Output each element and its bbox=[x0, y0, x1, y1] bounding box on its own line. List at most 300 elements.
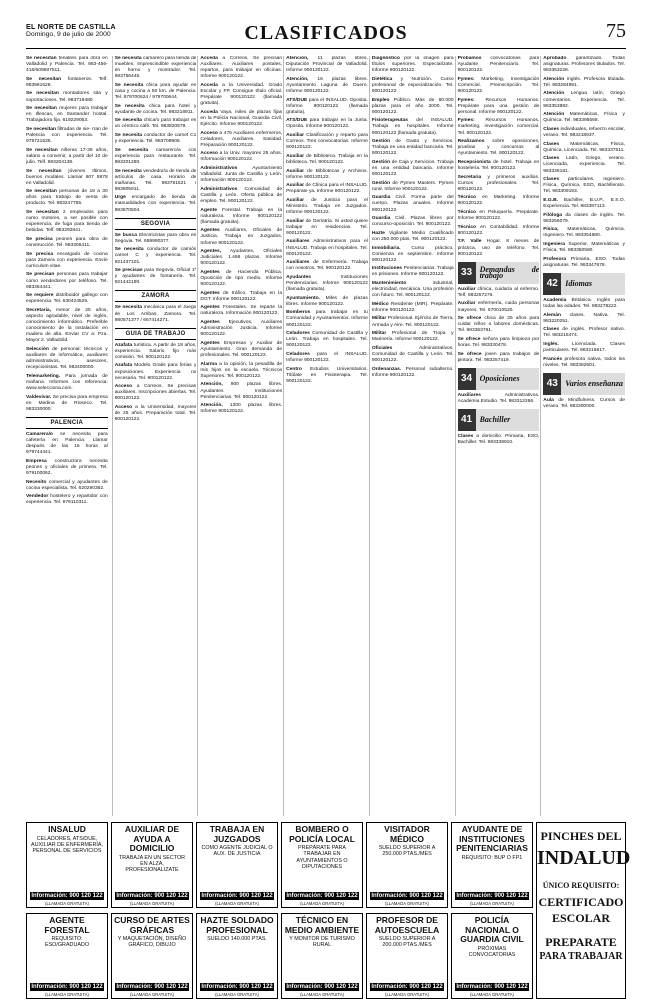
ad-text: para trabajar en la Junta. Oposita. Informe 900120122. bbox=[286, 118, 368, 130]
classified-ad bbox=[200, 291, 282, 303]
ad-lead: Auxiliar bbox=[286, 168, 305, 174]
ad-lead: Celadores bbox=[286, 331, 310, 337]
classified-ad bbox=[200, 270, 282, 288]
ad-lead: Clases bbox=[457, 433, 474, 439]
classified-ad bbox=[458, 175, 540, 193]
classified-ad bbox=[26, 272, 108, 290]
ad-lead: Clases bbox=[543, 177, 560, 183]
ad-lead: Aula bbox=[543, 397, 554, 403]
classified-ad bbox=[286, 169, 368, 181]
classified-ad bbox=[543, 56, 625, 74]
display-ad bbox=[366, 913, 448, 999]
ad-lead: ATS/DUE bbox=[286, 118, 308, 124]
classified-ad bbox=[286, 77, 368, 95]
classified-ad bbox=[115, 83, 197, 101]
display-ad bbox=[196, 913, 278, 999]
ad-text: chica para ayudar en casa y cocina a 50 km. de Palencia. Tel. 979700624 / 979700644. bbox=[114, 82, 197, 101]
ad-lead: Camarera/o bbox=[26, 431, 53, 437]
classified-ad bbox=[543, 112, 625, 124]
classified-ad bbox=[200, 56, 282, 80]
classified-ad bbox=[543, 198, 625, 210]
category-block bbox=[458, 409, 540, 431]
classified-ad bbox=[286, 56, 368, 74]
ad-lead: Francés bbox=[543, 356, 563, 362]
classified-ad bbox=[458, 393, 540, 405]
ad-lead: Atención bbox=[543, 76, 565, 82]
classified-ad bbox=[286, 133, 368, 151]
category-number: 33 bbox=[458, 262, 476, 284]
classified-ad bbox=[26, 77, 108, 89]
ad-headline: CURSO DE ARTES GRÁFICAS bbox=[114, 915, 190, 935]
ad-subline: REQUISITO: BUP O FP1 bbox=[461, 854, 523, 861]
ad-text: Forestales. Se reparte la naturaleza. Información 900120122. bbox=[200, 305, 283, 317]
ad-text: de Biblioteca. Trabaja en la biblioteca. Tel. 900120122. bbox=[286, 153, 368, 165]
ad-text: Electricistas para obra en Segovia. Tel. 659990377. bbox=[114, 232, 197, 244]
ad-phone-note: (LLAMADA GRATUITA) bbox=[130, 901, 174, 906]
ad-lead: Se necesita bbox=[114, 82, 144, 88]
classified-ad bbox=[26, 148, 108, 166]
ad-phone: Información: 900 120 122 bbox=[31, 984, 103, 990]
display-ad bbox=[451, 822, 533, 908]
ad-lead: Acceso bbox=[200, 151, 218, 157]
classified-column bbox=[369, 56, 454, 816]
ad-text: chica/o para trabajar en un céntrico café. Tel. 983820579. bbox=[114, 118, 197, 130]
display-ad bbox=[366, 822, 448, 908]
classified-ad bbox=[372, 367, 454, 379]
ad-text: de Gasto y Servicios. Trabaja en una entidad bancaria. Tel. 900120122. bbox=[371, 139, 454, 157]
ad-headline: AGENTE FORESTAL bbox=[44, 915, 90, 935]
classified-ad bbox=[200, 166, 282, 184]
classified-ad bbox=[543, 342, 625, 354]
ad-text: de personal: técnicos y auxiliares de informática, auxiliares administrativos, asesores, recepcionistas. Tel. 983400000. bbox=[26, 346, 108, 371]
ad-text: jóvenes Iltimos, buenos modales. Llamar 607 5878 en Valladolid. bbox=[26, 168, 108, 186]
classified-ad bbox=[543, 398, 625, 410]
ad-lead: Centro bbox=[286, 366, 302, 372]
ad-text: y Nutrición. Curso profesional de especialización. Tel. 900120122. bbox=[371, 76, 454, 94]
ad-text: Penitenciarias. Trabaja en prisiones. Informe 900120122. bbox=[371, 266, 454, 278]
classified-ad bbox=[458, 434, 540, 446]
classified-ad bbox=[286, 118, 368, 130]
ad-phone-note: (LLAMADA GRATUITA) bbox=[300, 901, 344, 906]
ad-lead: Gestión bbox=[371, 139, 391, 145]
ad-lead: Fymes: bbox=[457, 97, 475, 103]
indalud-ad bbox=[536, 822, 631, 999]
ad-lead: Profesora bbox=[543, 256, 567, 262]
classified-ad bbox=[372, 118, 454, 136]
ad-text: Auxiliares, Oficiales de Justicia. Trabaja en Juzgados. Informe 900120122. bbox=[200, 228, 283, 246]
issue-date: Domingo, 9 de julio de 2000 bbox=[26, 31, 111, 38]
classified-ad bbox=[200, 341, 282, 359]
ad-text: de Clínica para el INSALUD. Prepárate ya. Informe 900120122. bbox=[286, 183, 368, 195]
ad-headline: BOMBERO O POLICÍA LOCAL bbox=[289, 824, 355, 844]
ad-text: Público. Más de 60.000 plazas para el año 2000. Tel. 900120122. bbox=[371, 97, 454, 115]
ad-text: Personal subalterno. Informe 900120122. bbox=[371, 366, 454, 378]
ad-text: niñeras 17-35 años, salario a convenir, a partir del 10 de julio. Telf. 983204139. bbox=[26, 147, 108, 165]
classified-ad bbox=[458, 287, 540, 299]
classified-ad bbox=[26, 127, 108, 145]
ad-text: a la Univ. mayores 25 años. Información 900120122. bbox=[200, 151, 283, 163]
classified-ad bbox=[458, 139, 540, 157]
ad-lead: Se necesita bbox=[114, 118, 143, 124]
ad-text: Profesional. Ejército de Tierra, Armada y Aire. Tel. 900120122. bbox=[371, 316, 454, 328]
ad-text: a Correos. Se precisan auxiliares. Inscripciones abiertas. Tel. 900120122. bbox=[114, 384, 197, 402]
ad-lead: Mantenimiento bbox=[371, 281, 407, 286]
ad-lead: Administrativos bbox=[200, 166, 238, 171]
classified-ad bbox=[372, 331, 454, 343]
ad-text: de Justicia para el Ministerio. Trabaja en Juzgados. Informe 900120122. bbox=[286, 197, 368, 216]
classified-ad bbox=[115, 104, 197, 116]
ad-text: de inglés. Profesor nativo. Tel. 983215474. bbox=[543, 327, 625, 339]
ad-lead: Se necesitan bbox=[26, 168, 62, 174]
ad-lead: Acceda bbox=[200, 56, 218, 61]
ad-text: Administrativos para el INSALUD. Trabaja en hospitales. Tel. 900120122. bbox=[286, 239, 368, 257]
ad-lead: Academia bbox=[543, 297, 567, 303]
ad-subline: SUELDO SUPERIOR A 200.000 PTAS./MES bbox=[378, 936, 436, 949]
ad-text: Vigilante Medio Cualificado con 250.000 ptas. Tel. 900120122. bbox=[371, 230, 454, 242]
ad-lead: Se necesita bbox=[114, 133, 143, 139]
ad-lead: Se necesita bbox=[114, 147, 149, 153]
classified-ad bbox=[543, 213, 625, 225]
ad-text: fontaneros. Telf. 983981628. bbox=[26, 76, 108, 88]
ad-lead: Auxiliares bbox=[286, 260, 310, 266]
classified-column bbox=[26, 56, 108, 816]
ad-phone-note: (LLAMADA GRATUITA) bbox=[470, 992, 514, 997]
classified-ad bbox=[372, 216, 454, 228]
category-number: 43 bbox=[543, 373, 561, 395]
ad-text: Para jornada de mañana. Informes con referencia: www.selecciona.com. bbox=[26, 373, 108, 391]
ad-lead: Atención, bbox=[200, 403, 223, 409]
display-ad bbox=[451, 913, 533, 999]
classified-ad bbox=[286, 275, 368, 293]
ad-phone: Información: 900 120 122 bbox=[286, 893, 358, 899]
classified-ad bbox=[543, 298, 625, 310]
classified-ad bbox=[200, 208, 282, 226]
classified-ad bbox=[26, 480, 108, 492]
classified-ad bbox=[458, 239, 540, 257]
ad-text: de Caja y Servicios. Trabaja en una entidad bancaria. Informe 900120122. bbox=[371, 159, 454, 178]
ad-text: turística. A partir de 18 años, experiencia. Salario fijo más comisión. Tel. 900120122. bbox=[114, 342, 197, 360]
ad-text: Comunidad de Castilla y León. Oferta pública de empleo. Tel. 900120122. bbox=[200, 186, 283, 204]
classified-ad bbox=[286, 98, 368, 116]
ad-lead: Auxiliar bbox=[457, 286, 476, 292]
ad-lead: Probamos bbox=[457, 56, 482, 61]
ad-phone: Información: 900 120 122 bbox=[371, 984, 443, 990]
ad-text: Curso práctico. Comienza en septiembre. Informe 900120122. bbox=[371, 245, 454, 263]
ad-headline: VISITADOR MÉDICO bbox=[384, 824, 430, 844]
classified-ad bbox=[372, 316, 454, 328]
classified-ad bbox=[200, 403, 282, 415]
classified-ad bbox=[372, 139, 454, 157]
display-ad bbox=[26, 913, 108, 999]
classified-ad bbox=[115, 305, 197, 323]
classified-ad bbox=[26, 293, 108, 305]
ad-lead: Agentes bbox=[200, 228, 220, 234]
ad-lead: Azafata bbox=[114, 363, 133, 369]
ad-text: inglés. Profesora titulada. Tel. 983284991. bbox=[543, 76, 625, 88]
ad-text: Ayuntamiento Valladolid. Junta de Castilla y León. Información 900120122. bbox=[200, 166, 283, 184]
ad-lead: Se necesitan bbox=[26, 76, 62, 82]
classified-ad bbox=[115, 384, 197, 402]
ad-lead: Se necesita bbox=[114, 168, 142, 174]
ad-text: a la Universidad. Grado Escolar y FP. Consigue título oficial. Prepárate 900120122 (llamada gratuita). bbox=[200, 82, 283, 107]
category-label: Varios enseñanza bbox=[561, 373, 625, 395]
ad-lead: Empresa bbox=[26, 458, 47, 464]
ad-text: camarero/a con experiencia para restaurante. Tel. 983201280. bbox=[114, 147, 197, 165]
ad-lead: Auxiliar bbox=[286, 197, 305, 203]
classified-ad bbox=[543, 242, 625, 254]
ad-text: personas para trabajar como vendedores por teléfono. Tel. 983364441. bbox=[26, 272, 108, 290]
ad-text: Hogar. 8 meses de práctica, uso de teléfono. Tel. 900120122. bbox=[457, 239, 540, 257]
section-heading: PALENCIA bbox=[26, 417, 108, 429]
ad-text: Bachiller, B.U.P., E.S.O. Experiencia. Tel. 983387113. bbox=[543, 197, 625, 209]
ad-lead: Secretaria bbox=[457, 174, 482, 180]
classified-ad bbox=[200, 187, 282, 205]
ad-text: Licenciada. Clases particulares. Tel. 983216617. bbox=[543, 341, 625, 353]
classified-ad bbox=[26, 374, 108, 392]
ad-text: convocatorias para Ayudante Penitenciario. Tel. 900120122. bbox=[457, 56, 540, 74]
ad-lead: Agentes bbox=[200, 320, 220, 326]
ad-text: mecánica para el Juego de Los Arribas, Zamora. Tel. 980571377 / 667414271. bbox=[114, 305, 197, 323]
classified-ad bbox=[543, 142, 625, 154]
ad-text: Civil. Plazas libres por concurso-oposición. Tel. 900120122. bbox=[371, 216, 454, 228]
ad-text: chica de 25 años para cuidar niños o labores domésticas. Tel. 983363761. bbox=[457, 316, 540, 334]
ad-phone-note: (LLAMADA GRATUITA) bbox=[300, 992, 344, 997]
ad-text: encargado de tienda de manualidades con experiencia. Tel. 983870504. bbox=[114, 195, 197, 213]
ad-lead: Gestión bbox=[371, 180, 391, 186]
classified-ad bbox=[26, 169, 108, 187]
ad-lead: Ingeniera bbox=[543, 241, 566, 247]
ad-text: 2 empleados para curso motores, a ser posible con experiencia, de fuga para tienda de bebidas. Telf. 983292841. bbox=[26, 210, 108, 234]
ad-lead: Se precisan bbox=[26, 272, 55, 278]
classified-column bbox=[112, 56, 197, 816]
classified-ad bbox=[458, 77, 540, 95]
classified-ad bbox=[115, 133, 197, 145]
category-number: 41 bbox=[458, 409, 476, 431]
display-ad bbox=[111, 913, 193, 999]
ad-text: camarero para tienda de muebles. Imprescindible experiencia en horno y mostrador. Tel. 983756445. bbox=[114, 56, 197, 80]
ad-text: Latín, Griego, verano. Licenciada, experiencia. Tel. 983336181. bbox=[543, 156, 625, 174]
classified-ad bbox=[200, 131, 282, 149]
classified-ad bbox=[458, 316, 540, 334]
ad-text: 900 plazas libres. Ayudantes Instituciones Penitenciarias. Tel. 900120122. bbox=[200, 382, 283, 400]
classified-column bbox=[540, 56, 625, 816]
ad-lead: Ayudantes bbox=[286, 274, 311, 280]
display-ad bbox=[26, 822, 108, 908]
ad-text: constructora necesita peones y oficiales de primera. Tel. 979100062. bbox=[26, 458, 108, 476]
classified-ad bbox=[26, 210, 108, 234]
ad-phone-note: (LLAMADA GRATUITA) bbox=[215, 992, 259, 997]
ad-lead: Militar bbox=[371, 331, 387, 337]
ad-lead: Técnico bbox=[457, 210, 477, 216]
classified-ad bbox=[200, 382, 282, 400]
ad-text: para Segovia, Oficial 1ª y ayudantes de fontanería. Tel. 921442190. bbox=[114, 268, 197, 286]
ad-lead: Guardia bbox=[371, 195, 391, 201]
classified-ad bbox=[286, 198, 368, 216]
classified-ad bbox=[286, 310, 368, 328]
advertisement-grid bbox=[26, 822, 631, 1000]
category-block bbox=[458, 262, 540, 284]
classified-ad bbox=[372, 98, 454, 116]
ad-text: Empresas y Auxiliar de Ayuntamiento. Gran demanda de profesionales. Tel. 900120122. bbox=[200, 340, 283, 359]
ad-lead: Oficiales bbox=[371, 345, 393, 351]
classified-ad bbox=[458, 98, 540, 116]
ad-text: conductor de carnet C1 y experiencia. Tel. 983709906. bbox=[114, 133, 197, 145]
classified-ad bbox=[458, 225, 540, 237]
ad-text: enfermería, cuida personas mayores. Tel. 670010520. bbox=[457, 301, 540, 313]
ad-text: Estudios Universitarios. Titúlate en Fisioterapia. Tel. 900120122. bbox=[286, 366, 368, 384]
ad-lead: Inglés. bbox=[543, 341, 559, 347]
classified-ad bbox=[115, 195, 197, 213]
classified-column bbox=[197, 56, 282, 816]
ad-lead: Ordenanzas. bbox=[371, 366, 402, 372]
classified-ad bbox=[200, 362, 282, 380]
ad-text: garantizado. Todas asignaturas. Profesores titulados. Tel. 983353228. bbox=[543, 56, 625, 74]
ad-lead: Se precisa bbox=[26, 251, 54, 257]
ad-lead: Valdevivar. bbox=[26, 394, 52, 400]
ad-text: Clasificación y reparto para Correos. Tres convocatorias. Informe 900120122. bbox=[286, 133, 368, 151]
classified-ad bbox=[543, 257, 625, 269]
ad-text: clases. Nativa. Tel. 983220251. bbox=[543, 312, 625, 324]
classified-ad bbox=[372, 266, 454, 278]
classified-ad bbox=[26, 308, 108, 345]
ad-lead: Se necesita bbox=[114, 103, 145, 109]
ad-lead: Vendedor bbox=[26, 494, 49, 500]
classified-ad bbox=[26, 56, 108, 74]
ad-text: de tráfico. Trabaja en la DGT. Informe 900120122. bbox=[200, 290, 283, 302]
ad-lead: Se necesitan bbox=[26, 56, 57, 61]
classified-column bbox=[283, 56, 368, 816]
ad-text: de Geriatría. Si usted quiere trabajar en residencias. Tel. 900120122. bbox=[286, 218, 368, 236]
ad-lead: Guardia bbox=[371, 216, 391, 222]
ad-lead: Se ofrece bbox=[457, 336, 481, 342]
ad-text: Matemáticas, Física, Química. Licenciada. Tel. 983337611. bbox=[543, 141, 625, 153]
classified-ad bbox=[200, 228, 282, 246]
ad-phone: Información: 900 120 122 bbox=[116, 893, 188, 899]
ad-text: a la opinión, la pesadilla de mis hijos en la escuela. Técnicos Superiores. Tel. 900120122. bbox=[200, 361, 283, 379]
ad-text: individuales, refuerzo escolar, verano. Tel. 983218937. bbox=[543, 126, 625, 139]
ad-text: filtradas de sie- rran de Palencia con experiencia. Tel. 979721535. bbox=[26, 126, 108, 145]
ad-text: Forestal. Trabaja en la naturaleza. Informe 900120122 (llamada gratuita). bbox=[200, 207, 283, 225]
ad-subline: PRÓXIMAS CONVOCATORIAS bbox=[468, 945, 516, 958]
ad-text: señora para limpieza por horas. Tel. 983330478. bbox=[457, 336, 540, 348]
classified-ad bbox=[26, 91, 108, 103]
ad-lead: Alemán bbox=[543, 312, 561, 318]
classified-ad bbox=[26, 106, 108, 124]
ad-lead: Filóloga bbox=[543, 212, 563, 218]
ad-lead: Urge bbox=[114, 195, 126, 201]
ad-phone: Información: 900 120 122 bbox=[116, 984, 188, 990]
ad-lead: Telemarketing. bbox=[26, 373, 61, 379]
classified-ad bbox=[115, 56, 197, 80]
ad-text: Ejecutivos, Auxiliares Administración Justicia. Informe 900120122. bbox=[200, 320, 283, 338]
classified-ad bbox=[372, 195, 454, 213]
classified-ad bbox=[458, 118, 540, 136]
display-ad bbox=[281, 913, 363, 999]
classified-ad bbox=[115, 268, 197, 286]
ad-text: hostelero y repartidor con experiencia. Tel. 979110311. bbox=[26, 494, 108, 506]
ad-text: a domicilio. Primaria, ESO, Bachiller. Tel. 983339910. bbox=[457, 433, 540, 446]
classified-ad bbox=[543, 77, 625, 89]
ad-text: de hotel. Trabaja en hostelería. Tel. 900120122. bbox=[457, 159, 540, 171]
ad-text: Modelo Gratis para ferias y exposiciones. Experiencia no necesaria. Tel. 900120122. bbox=[114, 363, 197, 381]
ad-text: profesora nativa, todos los niveles. Tel. 983382601. bbox=[543, 356, 625, 368]
ad-subline: SUELDO SUPERIOR A 250.000 PTAS./MES bbox=[378, 845, 436, 858]
ad-text: en Peluquería. Prepárate. Informe 900120122. bbox=[457, 210, 540, 222]
ad-lead: Agentes bbox=[200, 269, 220, 275]
ad-headline: HAZTE SOLDADO PROFESIONAL bbox=[200, 915, 274, 935]
classified-ad bbox=[372, 246, 454, 264]
classified-ad bbox=[458, 352, 540, 364]
ad-subline: COMO AGENTE JUDICIAL O AUX. DE JUSTICIA bbox=[201, 845, 273, 858]
ad-text: sobre oposiciones, pruebas y concursos al Ayuntamiento. Tel. 900120122. bbox=[457, 139, 540, 157]
ad-lead: Acceso bbox=[114, 384, 133, 390]
ad-phone-note: (LLAMADA GRATUITA) bbox=[130, 992, 174, 997]
ad-text: de Enfermería. Trabaja con nosotros. Tel. 900120122. bbox=[286, 260, 368, 272]
section-heading: GUIA DE TRABAJO bbox=[115, 328, 197, 340]
ad-lead: Administrativos bbox=[200, 186, 238, 192]
ad-lead: Selección bbox=[26, 346, 49, 352]
classified-ad bbox=[372, 56, 454, 74]
classified-ad bbox=[26, 189, 108, 207]
ad-subline: TRABAJA EN UN SECTOR EN ALZA, PROFESIONALIZATE bbox=[118, 854, 186, 874]
classified-ad bbox=[200, 110, 282, 128]
ad-lead: Atención, bbox=[200, 382, 223, 388]
ad-phone-note: (LLAMADA GRATUITA) bbox=[470, 901, 514, 906]
ad-lead: Acceda bbox=[200, 109, 218, 115]
ad-text: vendedor/a de tienda de artículos de casa. Horario de mañanas. Tel. 983781521 / 983805911. bbox=[114, 168, 197, 192]
ad-text: a la Universidad, mayores de 25 años. Preparación total. Tel. 900120122. bbox=[114, 405, 197, 423]
ad-lead: Técnico bbox=[457, 224, 477, 230]
classified-ad bbox=[115, 343, 197, 361]
ad-subline: REQUISITO: ESO/GRADUADO bbox=[44, 936, 90, 949]
display-ad bbox=[196, 822, 278, 908]
category-number: 34 bbox=[458, 368, 476, 390]
classified-ad bbox=[115, 247, 197, 265]
classified-ad bbox=[286, 331, 368, 349]
ad-lead: Ayuntamiento. bbox=[286, 295, 320, 301]
classified-ad bbox=[286, 260, 368, 272]
classified-ad bbox=[372, 160, 454, 178]
category-label: Idiomas bbox=[561, 273, 625, 295]
section-heading: ZAMORA bbox=[115, 290, 197, 302]
ad-lead: Clases bbox=[543, 126, 560, 132]
ad-lead: Médico bbox=[371, 301, 389, 307]
ad-lead: Acceda bbox=[200, 82, 218, 88]
ad-text: fenaliles para obra en Valladolid y Palencia. Tel. 983-456-416/609687511. bbox=[26, 56, 108, 74]
ad-lead: Se necesita bbox=[114, 56, 142, 61]
ad-subline: Y MAQUETACIÓN, DISEÑO GRÁFICO, DIBUJO bbox=[117, 936, 187, 949]
ad-lead: Agentes bbox=[200, 290, 220, 296]
ad-text: Administrativos. Academia Estudio. Tel. 983312266. bbox=[457, 392, 540, 404]
category-block bbox=[543, 373, 625, 395]
classified-ad bbox=[286, 367, 368, 385]
ad-text: Civil. Forma parte del cuerpo. Plazas anuales. Informe 900120122. bbox=[371, 195, 454, 213]
ad-text: en Contabilidad. Informe 900120122. bbox=[457, 224, 540, 236]
ad-lead: Clases bbox=[543, 327, 560, 333]
ad-lead: Acceso bbox=[200, 130, 218, 136]
display-ad bbox=[111, 822, 193, 908]
ad-lead: Se necesita bbox=[114, 247, 144, 253]
ad-lead: Física, bbox=[543, 227, 559, 233]
ad-text: clínica, cuidaría al enfermo. Telf. 983257276. bbox=[457, 286, 540, 298]
classified-ad bbox=[543, 177, 625, 195]
ad-lead: Auxiliares bbox=[286, 239, 310, 245]
classified-ad bbox=[115, 363, 197, 381]
ad-text: se necesita para cafetería en Palencia. Llamar después de las 16 horas al 979744441. bbox=[26, 431, 108, 456]
ad-lead: Se necesitan bbox=[26, 210, 59, 216]
classified-ad bbox=[286, 352, 368, 364]
ad-text: Matemáticas, Química. Ingeniero. Tel. 983354680. bbox=[543, 227, 625, 239]
